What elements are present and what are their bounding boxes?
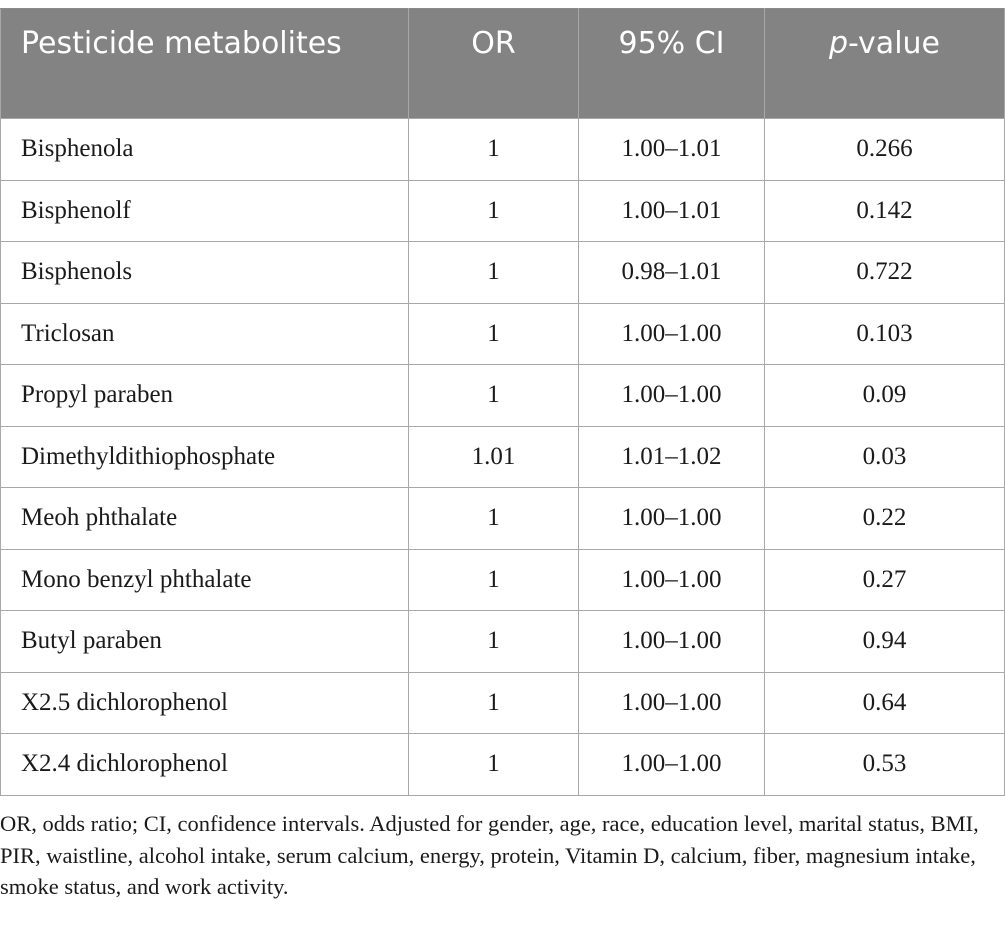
cell-ci: 1.00–1.00 — [579, 734, 765, 796]
cell-p-value: 0.142 — [765, 180, 1005, 242]
table-row — [1, 119, 1005, 181]
cell-or: 1 — [409, 242, 579, 304]
cell-p-value: 0.53 — [765, 734, 1005, 796]
cell-ci: 1.00–1.01 — [579, 180, 765, 242]
results-table-container — [0, 8, 1004, 796]
cell-or: 1 — [409, 549, 579, 611]
cell-or: 1 — [409, 734, 579, 796]
header-row — [1, 9, 1005, 119]
cell-p-value: 0.103 — [765, 303, 1005, 365]
table-row — [1, 426, 1005, 488]
table-header — [1, 9, 1005, 119]
cell-ci: 1.00–1.00 — [579, 303, 765, 365]
cell-or: 1 — [409, 611, 579, 673]
cell-or: 1 — [409, 488, 579, 550]
cell-p-value: 0.94 — [765, 611, 1005, 673]
header-p-rest: -value — [848, 26, 940, 61]
table-row — [1, 611, 1005, 673]
table-row — [1, 488, 1005, 550]
cell-metabolite: Propyl paraben — [1, 365, 409, 427]
cell-p-value: 0.27 — [765, 549, 1005, 611]
header-metabolites: Pesticide metabolites — [1, 9, 409, 119]
cell-p-value: 0.22 — [765, 488, 1005, 550]
cell-p-value: 0.09 — [765, 365, 1005, 427]
table-row — [1, 180, 1005, 242]
table-row — [1, 303, 1005, 365]
cell-metabolite: Bisphenolf — [1, 180, 409, 242]
header-or: OR — [409, 9, 579, 119]
cell-or: 1 — [409, 180, 579, 242]
cell-metabolite: Bisphenola — [1, 119, 409, 181]
cell-metabolite: Dimethyldithiophosphate — [1, 426, 409, 488]
cell-ci: 0.98–1.01 — [579, 242, 765, 304]
cell-ci: 1.00–1.01 — [579, 119, 765, 181]
cell-metabolite: X2.4 dichlorophenol — [1, 734, 409, 796]
cell-or: 1.01 — [409, 426, 579, 488]
cell-metabolite: Butyl paraben — [1, 611, 409, 673]
table-body — [1, 119, 1005, 796]
header-ci: 95% CI — [579, 9, 765, 119]
table-row — [1, 672, 1005, 734]
cell-ci: 1.00–1.00 — [579, 488, 765, 550]
header-p-value — [765, 9, 1005, 119]
cell-metabolite: Triclosan — [1, 303, 409, 365]
cell-ci: 1.00–1.00 — [579, 549, 765, 611]
cell-ci: 1.00–1.00 — [579, 672, 765, 734]
table-row — [1, 242, 1005, 304]
table-row — [1, 365, 1005, 427]
table-footnote: OR, odds ratio; CI, confidence intervals. Adjusted for gender, age, race, education level, marital status, BMI, PIR, waistline, alcohol intake, serum calcium, energy, protein, Vitamin D, calcium, fiber, magnesium intake, smoke status, and work activity. — [0, 811, 979, 899]
header-p-italic: p — [828, 26, 849, 61]
cell-metabolite: Meoh phthalate — [1, 488, 409, 550]
cell-or: 1 — [409, 119, 579, 181]
cell-p-value: 0.266 — [765, 119, 1005, 181]
cell-metabolite: Bisphenols — [1, 242, 409, 304]
table-row — [1, 734, 1005, 796]
cell-ci: 1.00–1.00 — [579, 611, 765, 673]
cell-ci: 1.00–1.00 — [579, 365, 765, 427]
cell-or: 1 — [409, 365, 579, 427]
cell-or: 1 — [409, 303, 579, 365]
cell-p-value: 0.722 — [765, 242, 1005, 304]
cell-metabolite: X2.5 dichlorophenol — [1, 672, 409, 734]
results-table — [0, 8, 1005, 796]
cell-p-value: 0.64 — [765, 672, 1005, 734]
cell-or: 1 — [409, 672, 579, 734]
cell-ci: 1.01–1.02 — [579, 426, 765, 488]
cell-p-value: 0.03 — [765, 426, 1005, 488]
cell-metabolite: Mono benzyl phthalate — [1, 549, 409, 611]
table-row — [1, 549, 1005, 611]
